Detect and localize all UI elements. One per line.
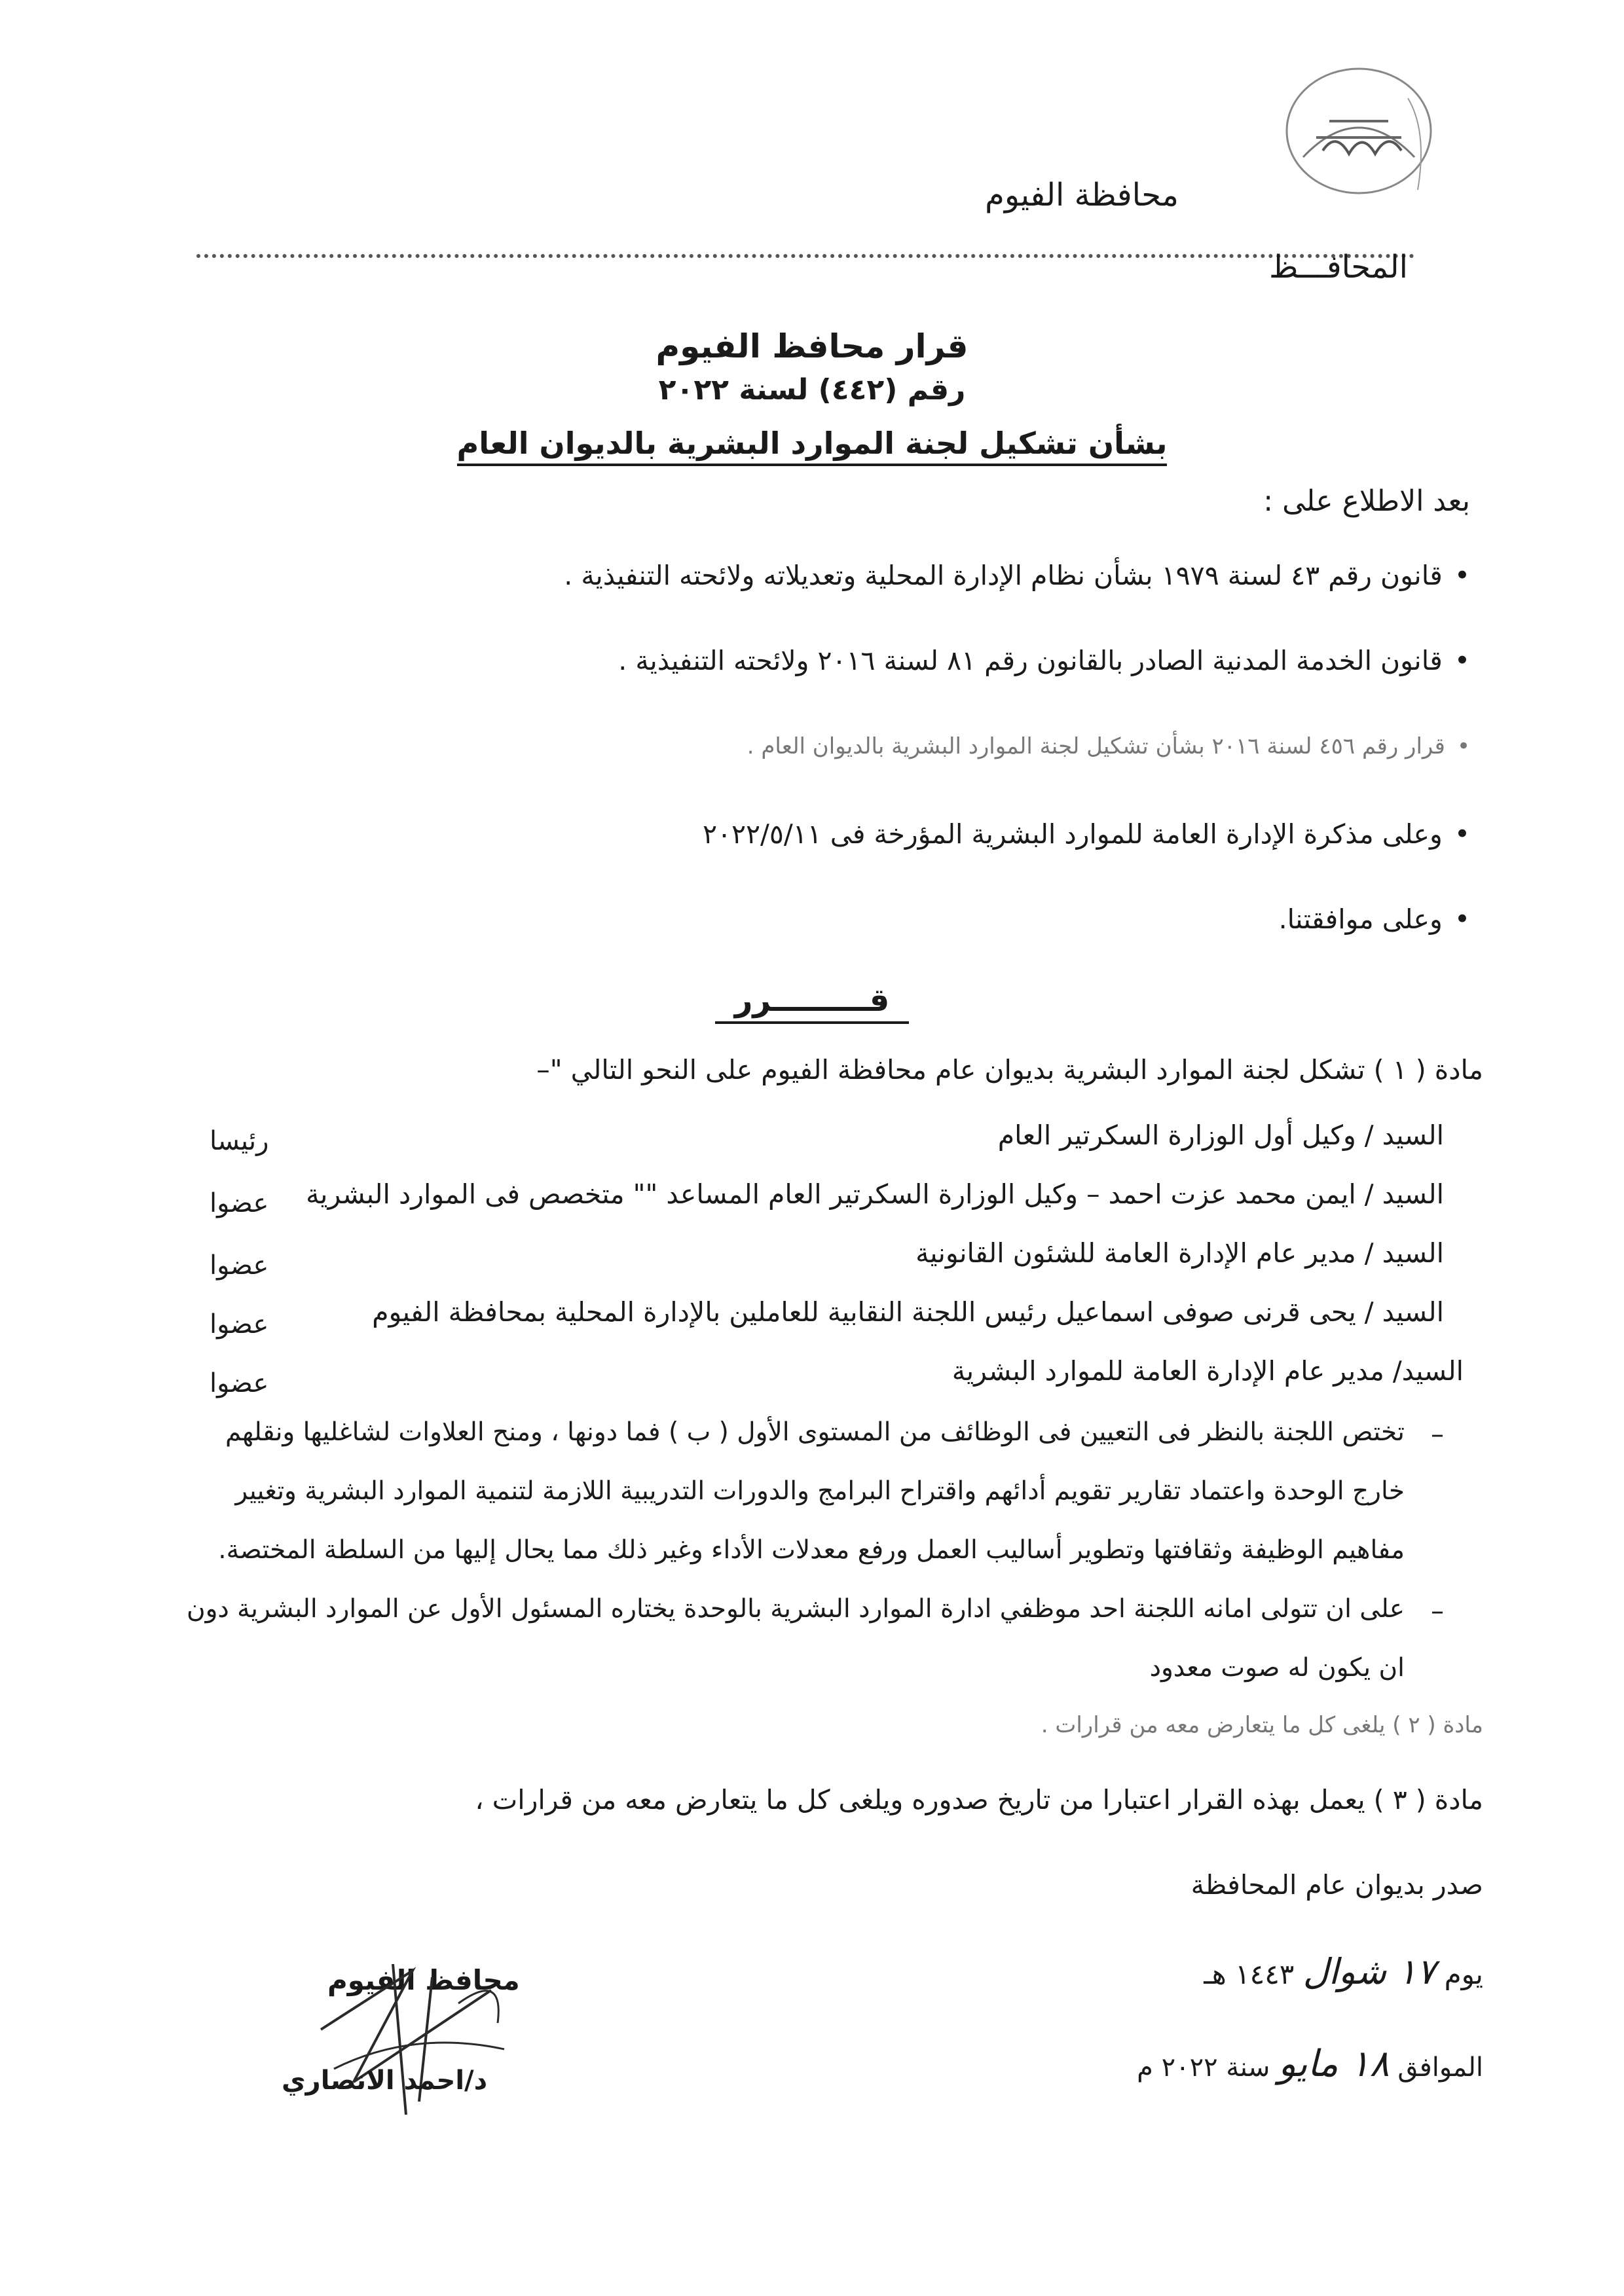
decree-number: رقم (٤٤٢) لسنة ٢٠٢٢	[658, 373, 966, 407]
member-role: عضوا	[210, 1188, 269, 1218]
member-role: عضوا	[210, 1368, 269, 1398]
duty-line: خارج الوحدة واعتماد تقارير تقويم أدائهم واقتراح البرامج والدورات التدريبية اللازمة لتنمية الموارد البشرية وتغيير	[235, 1476, 1405, 1506]
member-role: عضوا	[210, 1250, 269, 1281]
hijri-year: ١٤٤٣ هـ	[1204, 1958, 1295, 1990]
day-prefix: يوم	[1444, 1958, 1483, 1990]
decree-title: قرار محافظ الفيوم	[655, 327, 969, 365]
signatory-name: د/احمد الانصاري	[282, 2066, 488, 2096]
duty-line: على ان تتولى امانه اللجنة احد موظفي ادارة الموارد البشرية بالوحدة يختاره المسئول الأول عن الموارد البشرية دون	[186, 1594, 1405, 1624]
greg-year: سنة ٢٠٢٢ م	[1137, 2052, 1270, 2083]
preamble-intro: بعد الاطلاع على :	[1263, 484, 1470, 518]
member-name: السيد / وكيل أول الوزارة السكرتير العام	[997, 1120, 1444, 1151]
decree-subject-text: بشأن تشكيل لجنة الموارد البشرية بالديوان العام	[457, 426, 1168, 466]
preamble-item: • قانون الخدمة المدنية الصادر بالقانون رقم ٨١ لسنة ٢٠١٦ ولائحته التنفيذية .	[618, 645, 1470, 676]
member-role: رئيسا	[210, 1126, 269, 1156]
duty-line: مفاهيم الوظيفة وثقافتها وتطوير أساليب العمل ورفع معدلات الأداء وغير ذلك مما يحال إليها من السلطة المختصة.	[218, 1535, 1405, 1565]
hijri-handwritten: ١٧ شوال	[1302, 1951, 1436, 1992]
official-stamp	[1277, 59, 1441, 203]
preamble-item: • قانون رقم ٤٣ لسنة ١٩٧٩ بشأن نظام الإدارة المحلية وتعديلاته ولائحته التنفيذية .	[564, 560, 1470, 591]
gregorian-date	[1137, 2043, 1483, 2085]
preamble-item: • قرار رقم ٤٥٦ لسنة ٢٠١٦ بشأن تشكيل لجنة الموارد البشرية بالديوان العام .	[747, 733, 1470, 759]
greg-prefix: الموافق	[1397, 2052, 1483, 2083]
duty-dash: –	[1431, 1419, 1444, 1449]
governorate-name: محافظة الفيوم	[985, 177, 1179, 213]
decree-heading	[0, 982, 1624, 1019]
duty-dash: –	[1431, 1596, 1444, 1626]
article-3: مادة ( ٣ ) يعمل بهذه القرار اعتبارا من تاريخ صدوره ويلغى كل ما يتعارض معه من قرارات ،	[475, 1784, 1483, 1815]
handwritten-signature	[295, 1951, 530, 2121]
article-1-intro: مادة ( ١ ) تشكل لجنة الموارد البشرية بديوان عام محافظة الفيوم على النحو التالي "–	[536, 1054, 1483, 1085]
header-divider	[196, 254, 1414, 258]
hijri-date	[1204, 1951, 1483, 1992]
greg-handwritten: ١٨ مايو	[1278, 2043, 1390, 2085]
decree-subject	[0, 426, 1624, 461]
decree-heading-text: قـــــــــرر	[715, 982, 910, 1024]
preamble-item: • وعلى موافقتنا.	[1279, 903, 1470, 935]
member-role: عضوا	[210, 1309, 269, 1339]
signature-title: محافظ الفيوم	[327, 1964, 520, 1996]
member-name: السيد/ مدير عام الإدارة العامة للموارد البشرية	[951, 1355, 1464, 1387]
duty-line: تختص اللجنة بالنظر فى التعيين فى الوظائف من المستوى الأول ( ب ) فما دونها ، ومنح العلاوات لشاغليها ونقلهم	[225, 1417, 1405, 1447]
member-name: السيد / ايمن محمد عزت احمد – وكيل الوزارة السكرتير العام المساعد "" متخصص فى الموارد البشرية	[306, 1178, 1444, 1210]
issued-at: صدر بديوان عام المحافظة	[1190, 1869, 1483, 1901]
duty-line: ان يكون له صوت معدود	[1149, 1653, 1405, 1683]
office-name: المحافـــظ	[1268, 249, 1408, 285]
preamble-item: • وعلى مذكرة الإدارة العامة للموارد البشرية المؤرخة فى ٢٠٢٢/٥/١١	[703, 818, 1470, 850]
article-2: مادة ( ٢ ) يلغى كل ما يتعارض معه من قرارات .	[1041, 1712, 1483, 1738]
member-name: السيد / يحى قرنى صوفى اسماعيل رئيس اللجنة النقابية للعاملين بالإدارة المحلية بمحافظة الفيوم	[372, 1296, 1444, 1328]
member-name: السيد / مدير عام الإدارة العامة للشئون القانونية	[915, 1237, 1444, 1269]
